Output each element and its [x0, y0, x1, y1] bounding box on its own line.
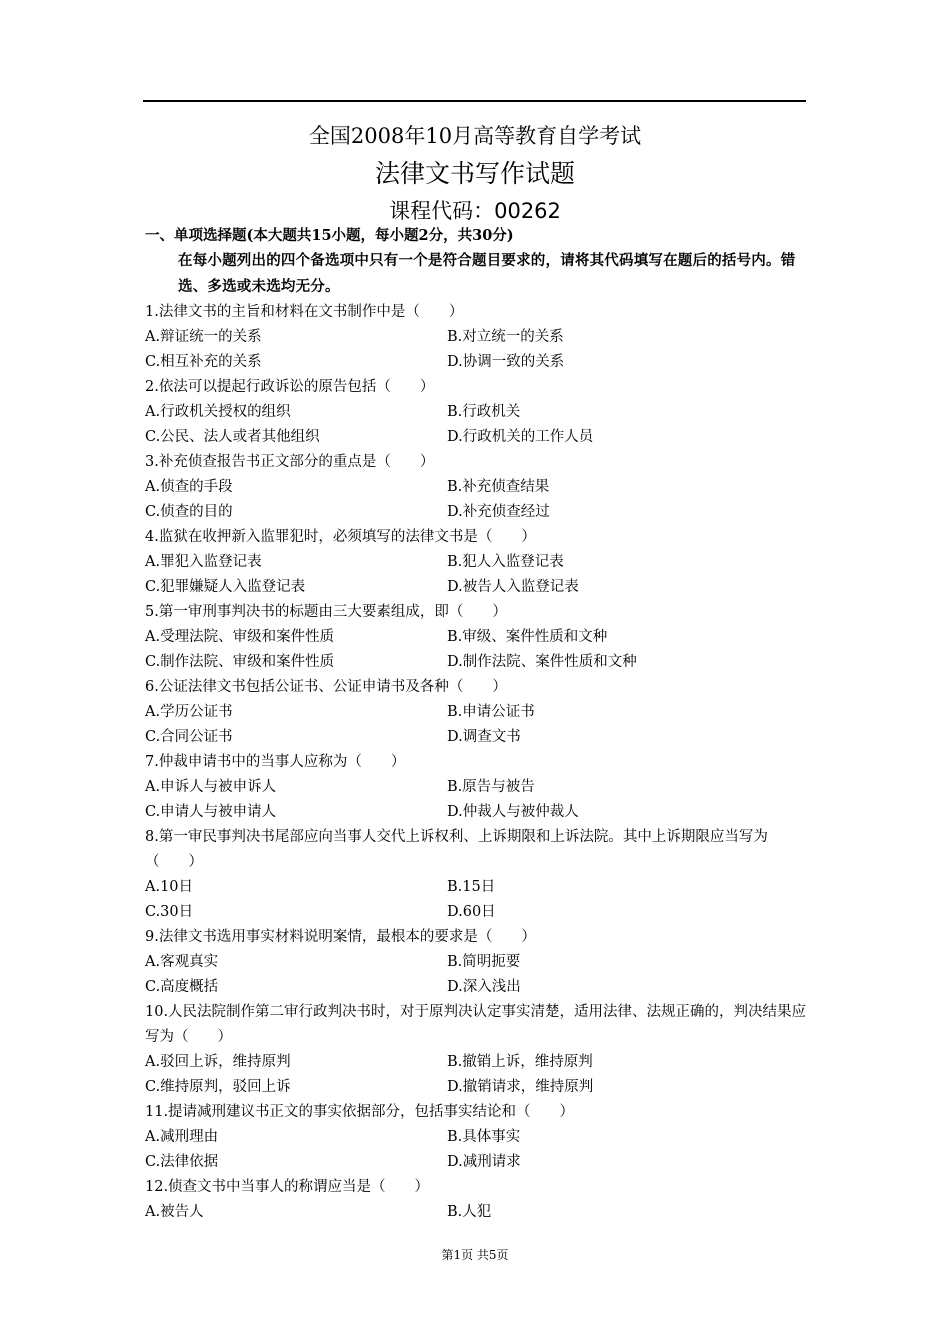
- option-item: B.对立统一的关系: [447, 329, 564, 345]
- option-item: B.具体事实: [447, 1129, 521, 1145]
- option-item: B.补充侦查结果: [447, 479, 550, 495]
- question-stem: 12.侦查文书中当事人的称谓应当是（ ）: [145, 1179, 430, 1195]
- option-item: A.客观真实: [145, 954, 219, 970]
- option-row: [145, 625, 811, 650]
- header-rule: [143, 100, 806, 102]
- option-row: [145, 350, 811, 375]
- option-item: C.维持原判，驳回上诉: [145, 1079, 291, 1095]
- option-row: [145, 1075, 811, 1100]
- option-row: [145, 1150, 811, 1175]
- option-item: B.人犯: [447, 1204, 492, 1220]
- question-item: [145, 1175, 811, 1225]
- course-code: 课程代码：00262: [389, 199, 561, 223]
- option-row: [145, 1050, 811, 1075]
- option-item: C.申请人与被申请人: [145, 804, 277, 820]
- option-item: D.减刑请求: [447, 1154, 521, 1170]
- option-item: B.犯人入监登记表: [447, 554, 564, 570]
- option-item: A.申诉人与被申诉人: [145, 779, 277, 795]
- section-instructions: 在每小题列出的四个备选项中只有一个是符合题目要求的，请将其代码填写在题后的括号内。错选、多选或未选均无分。: [178, 252, 796, 295]
- question-stem: 8.第一审民事判决书尾部应向当事人交代上诉权利、上诉期限和上诉法院。其中上诉期限应当写为（ ）: [145, 829, 768, 870]
- question-stem: 4.监狱在收押新入监罪犯时，必须填写的法律文书是（ ）: [145, 529, 536, 545]
- question-item: [145, 925, 811, 1000]
- question-list: [145, 300, 811, 1225]
- option-row: [145, 875, 811, 900]
- option-item: C.30日: [145, 904, 194, 920]
- option-item: B.行政机关: [447, 404, 521, 420]
- option-item: A.侦查的手段: [145, 479, 233, 495]
- option-row: [145, 1125, 811, 1150]
- option-item: D.补充侦查经过: [447, 504, 550, 520]
- option-item: D.被告人入监登记表: [447, 579, 579, 595]
- option-item: A.受理法院、审级和案件性质: [145, 629, 335, 645]
- option-row: [145, 325, 811, 350]
- question-stem: 2.依法可以提起行政诉讼的原告包括（ ）: [145, 379, 435, 395]
- option-row: [145, 800, 811, 825]
- question-stem: 11.提请减刑建议书正文的事实依据部分，包括事实结论和（ ）: [145, 1104, 575, 1120]
- option-row: [145, 725, 811, 750]
- question-stem: 6.公证法律文书包括公证书、公证申请书及各种（ ）: [145, 679, 507, 695]
- option-row: [145, 900, 811, 925]
- question-item: [145, 375, 811, 450]
- option-item: B.简明扼要: [447, 954, 521, 970]
- option-row: [145, 700, 811, 725]
- option-row: [145, 400, 811, 425]
- option-item: D.60日: [447, 904, 496, 920]
- option-item: A.辩证统一的关系: [145, 329, 262, 345]
- option-item: C.合同公证书: [145, 729, 233, 745]
- option-item: C.制作法院、审级和案件性质: [145, 654, 335, 670]
- option-item: A.10日: [145, 879, 194, 895]
- question-item: [145, 1100, 811, 1175]
- option-row: [145, 650, 811, 675]
- option-item: C.相互补充的关系: [145, 354, 262, 370]
- option-item: C.法律依据: [145, 1154, 219, 1170]
- question-item: [145, 525, 811, 600]
- option-row: [145, 775, 811, 800]
- option-row: [145, 950, 811, 975]
- option-item: D.撤销请求，维持原判: [447, 1079, 594, 1095]
- option-item: A.罪犯入监登记表: [145, 554, 262, 570]
- question-stem: 1.法律文书的主旨和材料在文书制作中是（ ）: [145, 304, 464, 320]
- question-item: [145, 600, 811, 675]
- option-item: C.侦查的目的: [145, 504, 233, 520]
- option-item: B.15日: [447, 879, 496, 895]
- question-item: [145, 300, 811, 375]
- page-footer: 第1页 共5页: [441, 1248, 509, 1262]
- option-item: D.深入浅出: [447, 979, 521, 995]
- option-row: [145, 500, 811, 525]
- option-item: C.犯罪嫌疑人入监登记表: [145, 579, 306, 595]
- option-item: D.调查文书: [447, 729, 521, 745]
- option-item: A.学历公证书: [145, 704, 233, 720]
- question-item: [145, 450, 811, 525]
- option-item: D.协调一致的关系: [447, 354, 565, 370]
- option-row: [145, 575, 811, 600]
- subject-title: 法律文书写作试题: [374, 159, 575, 188]
- option-item: C.公民、法人或者其他组织: [145, 429, 320, 445]
- option-row: [145, 1200, 811, 1225]
- option-item: D.仲裁人与被仲裁人: [447, 804, 579, 820]
- option-item: D.行政机关的工作人员: [447, 429, 594, 445]
- question-stem: 3.补充侦查报告书正文部分的重点是（ ）: [145, 454, 435, 470]
- section-heading: 一、单项选择题(本大题共15小题，每小题2分，共30分): [145, 227, 514, 244]
- option-row: [145, 975, 811, 1000]
- exam-title: 全国2008年10月高等教育自学考试: [308, 124, 642, 148]
- question-item: [145, 1000, 811, 1100]
- question-stem: 7.仲裁申请书中的当事人应称为（ ）: [145, 754, 406, 770]
- option-item: C.高度概括: [145, 979, 219, 995]
- option-item: A.减刑理由: [145, 1129, 219, 1145]
- question-item: [145, 675, 811, 750]
- option-item: B.原告与被告: [447, 779, 535, 795]
- question-stem: 9.法律文书选用事实材料说明案情，最根本的要求是（ ）: [145, 929, 536, 945]
- option-item: B.审级、案件性质和文种: [447, 629, 608, 645]
- option-item: A.被告人: [145, 1204, 204, 1220]
- option-item: A.驳回上诉，维持原判: [145, 1054, 291, 1070]
- option-item: B.申请公证书: [447, 704, 535, 720]
- option-row: [145, 425, 811, 450]
- question-item: [145, 750, 811, 825]
- option-row: [145, 475, 811, 500]
- option-item: B.撤销上诉，维持原判: [447, 1054, 593, 1070]
- option-item: D.制作法院、案件性质和文种: [447, 654, 637, 670]
- option-item: A.行政机关授权的组织: [145, 404, 291, 420]
- question-stem: 5.第一审刑事判决书的标题由三大要素组成，即（ ）: [145, 604, 507, 620]
- question-item: [145, 825, 811, 925]
- question-stem: 10.人民法院制作第二审行政判决书时，对于原判决认定事实清楚，适用法律、法规正确的，判决结果应写为（ ）: [145, 1004, 807, 1045]
- option-row: [145, 550, 811, 575]
- exam-content: [145, 223, 811, 1225]
